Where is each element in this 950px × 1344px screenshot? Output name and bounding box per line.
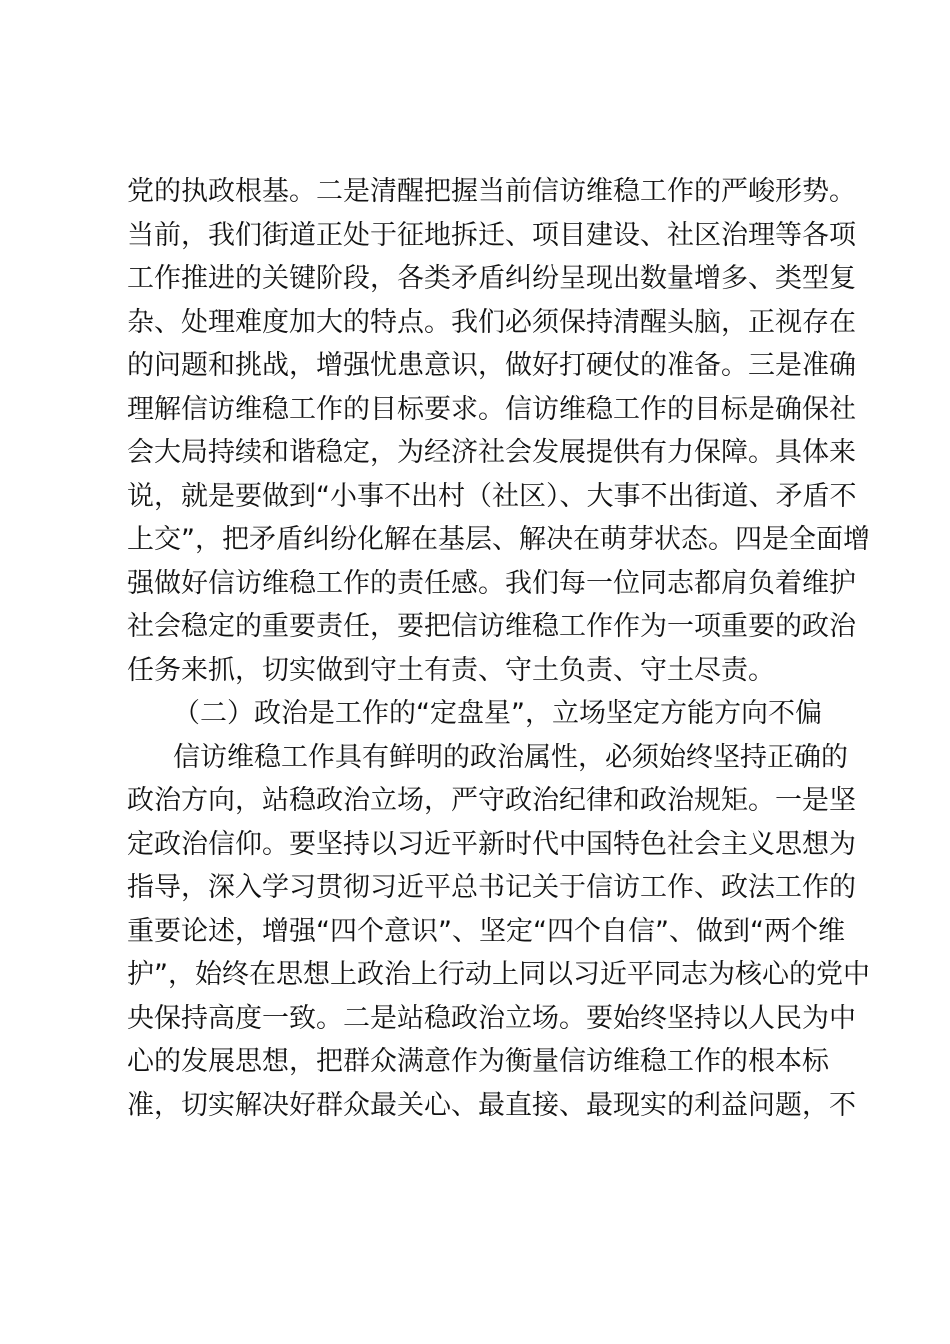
text-line: 强做好信访维稳工作的责任感。我们每一位同志都肩负着维护 bbox=[127, 567, 856, 599]
text-line: 工作推进的关键阶段，各类矛盾纠纷呈现出数量增多、类型复 bbox=[127, 263, 856, 294]
text-line: 指导，深入学习贯彻习近平总书记关于信访工作、政法工作的 bbox=[127, 872, 856, 903]
text-line: 央保持高度一致。二是站稳政治立场。要始终坚持以人民为中 bbox=[127, 1002, 856, 1034]
text-line: 准，切实解决好群众最关心、最直接、最现实的利益问题，不 bbox=[127, 1089, 856, 1121]
text-line: 当前，我们街道正处于征地拆迁、项目建设、社区治理等各项 bbox=[127, 219, 856, 251]
text-line: 社会稳定的重要责任，要把信访维稳工作作为一项重要的政治 bbox=[127, 611, 856, 642]
section-heading: （二）政治是工作的“定盘星”，立场坚定方能方向不偏 bbox=[173, 698, 822, 729]
text-line: 护”，始终在思想上政治上行动上同以习近平同志为核心的党中 bbox=[127, 959, 870, 990]
text-line: 政治方向，站稳政治立场，严守政治纪律和政治规矩。一是坚 bbox=[127, 785, 856, 816]
text-line: 说，就是要做到“小事不出村（社区）、大事不出街道、矛盾不 bbox=[127, 480, 857, 512]
text-line: 任务来抓，切实做到守土有责、守土负责、守土尽责。 bbox=[127, 654, 775, 686]
text-line: 党的执政根基。二是清醒把握当前信访维稳工作的严峻形势。 bbox=[127, 176, 856, 207]
text-line: 会大局持续和谐稳定，为经济社会发展提供有力保障。具体来 bbox=[127, 437, 856, 468]
body-text bbox=[127, 170, 870, 1127]
text-line: 定政治信仰。要坚持以习近平新时代中国特色社会主义思想为 bbox=[127, 828, 856, 860]
text-line: 信访维稳工作具有鲜明的政治属性，必须始终坚持正确的 bbox=[173, 741, 848, 773]
text-line: 心的发展思想，把群众满意作为衡量信访维稳工作的根本标 bbox=[127, 1046, 829, 1077]
text-line: 杂、处理难度加大的特点。我们必须保持清醒头脑，正视存在 bbox=[127, 306, 856, 338]
text-line: 的问题和挑战，增强忧患意识，做好打硬仗的准备。三是准确 bbox=[127, 350, 856, 381]
text-line: 重要论述，增强“四个意识”、坚定“四个自信”、做到“两个维 bbox=[127, 915, 845, 947]
text-line: 理解信访维稳工作的目标要求。信访维稳工作的目标是确保社 bbox=[127, 393, 856, 425]
text-line: 上交”，把矛盾纠纷化解在基层、解决在萌芽状态。四是全面增 bbox=[127, 524, 870, 555]
